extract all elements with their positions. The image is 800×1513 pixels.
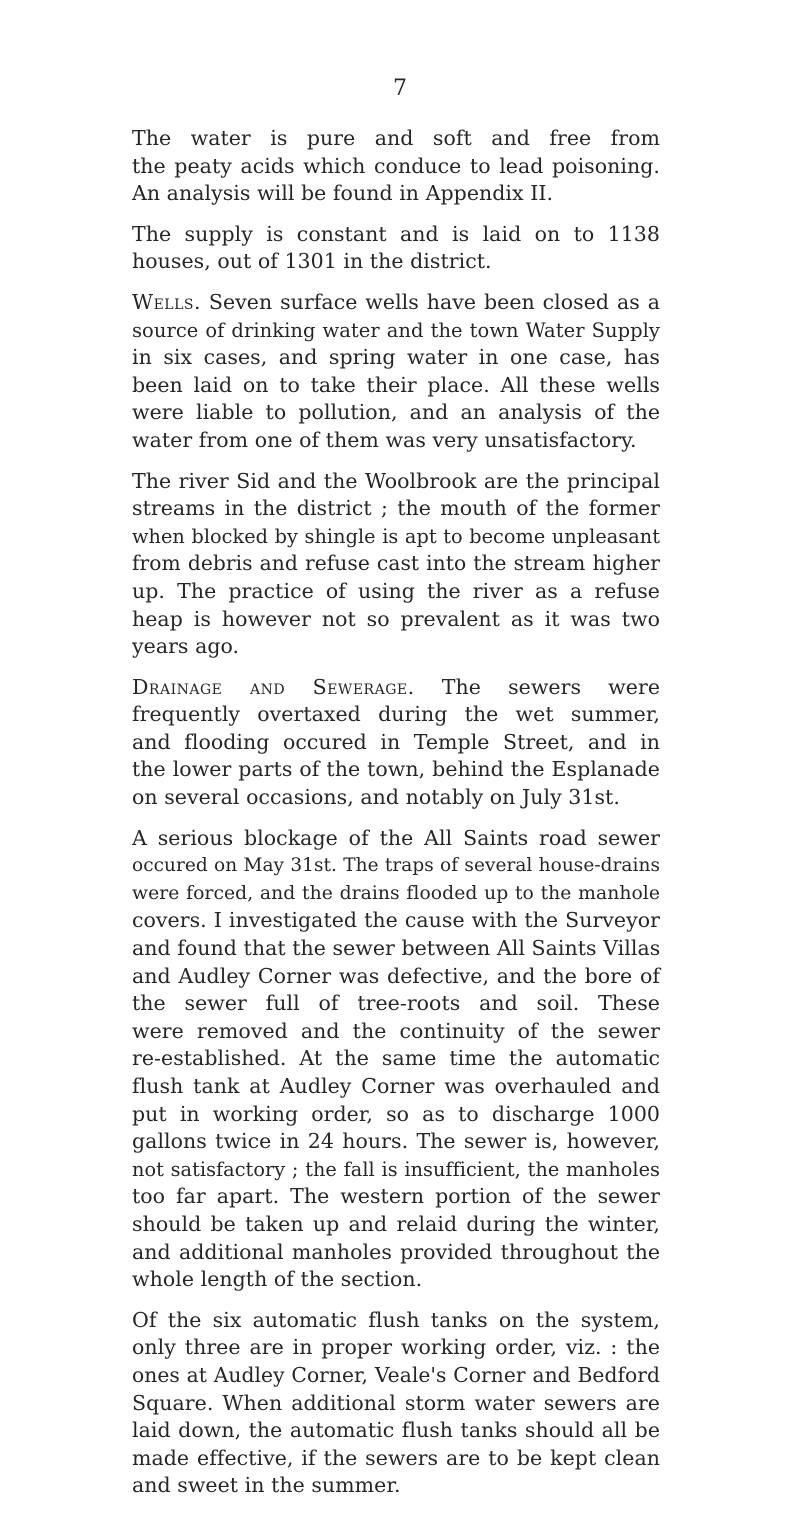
- text-line: [132, 674, 660, 702]
- text-line: only three are in proper working order, viz. : the: [132, 1335, 660, 1360]
- text-line: and flooding occured in Temple Street, and in: [132, 729, 660, 754]
- text-line: The water is pure and soft and free from: [132, 126, 660, 150]
- text-line: when blocked by shingle is apt to become unpleasant: [132, 524, 660, 548]
- text-line: the peaty acids which conduce to lead poisoning.: [132, 153, 660, 178]
- text-line: from debris and refuse cast into the stream higher: [132, 551, 660, 576]
- paragraph-drainage: [132, 674, 660, 812]
- paragraph-water-supply: [132, 221, 660, 276]
- text-line: in six cases, and spring water in one case, has: [132, 345, 660, 370]
- paragraph-flush-tanks: [132, 1307, 660, 1500]
- page-number: 7: [393, 76, 407, 101]
- text-line: the sewer full of tree-roots and soil. These: [132, 991, 660, 1016]
- text-line: ones at Audley Corner, Veale's Corner and Bedford: [132, 1362, 660, 1387]
- text-line: frequently overtaxed during the wet summer,: [132, 702, 660, 727]
- text-line: not satisfactory ; the fall is insufficient, the manholes: [132, 1157, 660, 1181]
- text-line: [132, 289, 660, 317]
- text-line: were removed and the continuity of the sewer: [132, 1018, 660, 1043]
- text-line: and Audley Corner was defective, and the bore of: [132, 963, 660, 988]
- text-line: laid down, the automatic flush tanks should all be: [132, 1418, 660, 1443]
- text-line: should be taken up and relaid during the winter,: [132, 1211, 660, 1236]
- text-line: on several occasions, and notably on July 31st.: [132, 785, 620, 810]
- text-line: The supply is constant and is laid on to 1138: [132, 221, 660, 246]
- text-line: source of drinking water and the town Water Supply: [132, 318, 660, 342]
- paragraph-blockage: [132, 825, 660, 1294]
- body-text: [132, 125, 660, 1513]
- text-line: streams in the district ; the mouth of the former: [132, 496, 660, 521]
- text-line: An analysis will be found in Appendix II.: [132, 181, 554, 206]
- text-line: Of the six automatic flush tanks on the system,: [132, 1307, 660, 1332]
- text-line: and additional manholes provided throughout the: [132, 1239, 660, 1264]
- text-line: houses, out of 1301 in the district.: [132, 249, 492, 274]
- text-line: years ago.: [132, 634, 240, 659]
- text-line: occured on May 31st. The traps of several house-drains: [132, 855, 660, 877]
- text-line: been laid on to take their place. All these wells: [132, 372, 660, 397]
- text-line: up. The practice of using the river as a refuse: [132, 578, 660, 603]
- section-heading: Drainage and Sewerage.: [132, 674, 415, 699]
- paragraph-rivers: [132, 468, 660, 661]
- text-line: and found that the sewer between All Saints Villas: [132, 936, 661, 961]
- text-line: re-established. At the same time the automatic: [132, 1046, 660, 1071]
- paragraph-wells: [132, 289, 660, 455]
- text-line: too far apart. The western portion of the sewer: [132, 1184, 660, 1209]
- text-line: whole length of the section.: [132, 1267, 423, 1292]
- text-line: the lower parts of the town, behind the Esplanade: [132, 757, 660, 782]
- text-line: heap is however not so prevalent as it was two: [132, 606, 660, 631]
- text-line: and sweet in the summer.: [132, 1473, 401, 1498]
- line-text: Seven surface wells have been closed as a: [201, 289, 660, 314]
- text-line: gallons twice in 24 hours. The sewer is, however,: [132, 1129, 660, 1154]
- text-line: Square. When additional storm water sewers are: [132, 1390, 660, 1415]
- text-line: were liable to pollution, and an analysis of the: [132, 400, 660, 425]
- section-heading: Wells.: [132, 289, 201, 314]
- text-line: water from one of them was very unsatisfactory.: [132, 427, 637, 452]
- paragraph-water-quality: [132, 125, 660, 208]
- text-line: A serious blockage of the All Saints road sewer: [132, 825, 660, 850]
- text-line: were forced, and the drains flooded up to the manhole: [132, 882, 660, 904]
- line-text: The sewers were: [414, 674, 660, 699]
- text-line: The river Sid and the Woolbrook are the principal: [132, 468, 660, 493]
- text-line: put in working order, so as to discharge 1000: [132, 1101, 660, 1126]
- text-line: flush tank at Audley Corner was overhauled and: [132, 1074, 660, 1098]
- text-line: made effective, if the sewers are to be kept clean: [132, 1445, 660, 1470]
- text-line: covers. I investigated the cause with the Surveyor: [132, 908, 660, 933]
